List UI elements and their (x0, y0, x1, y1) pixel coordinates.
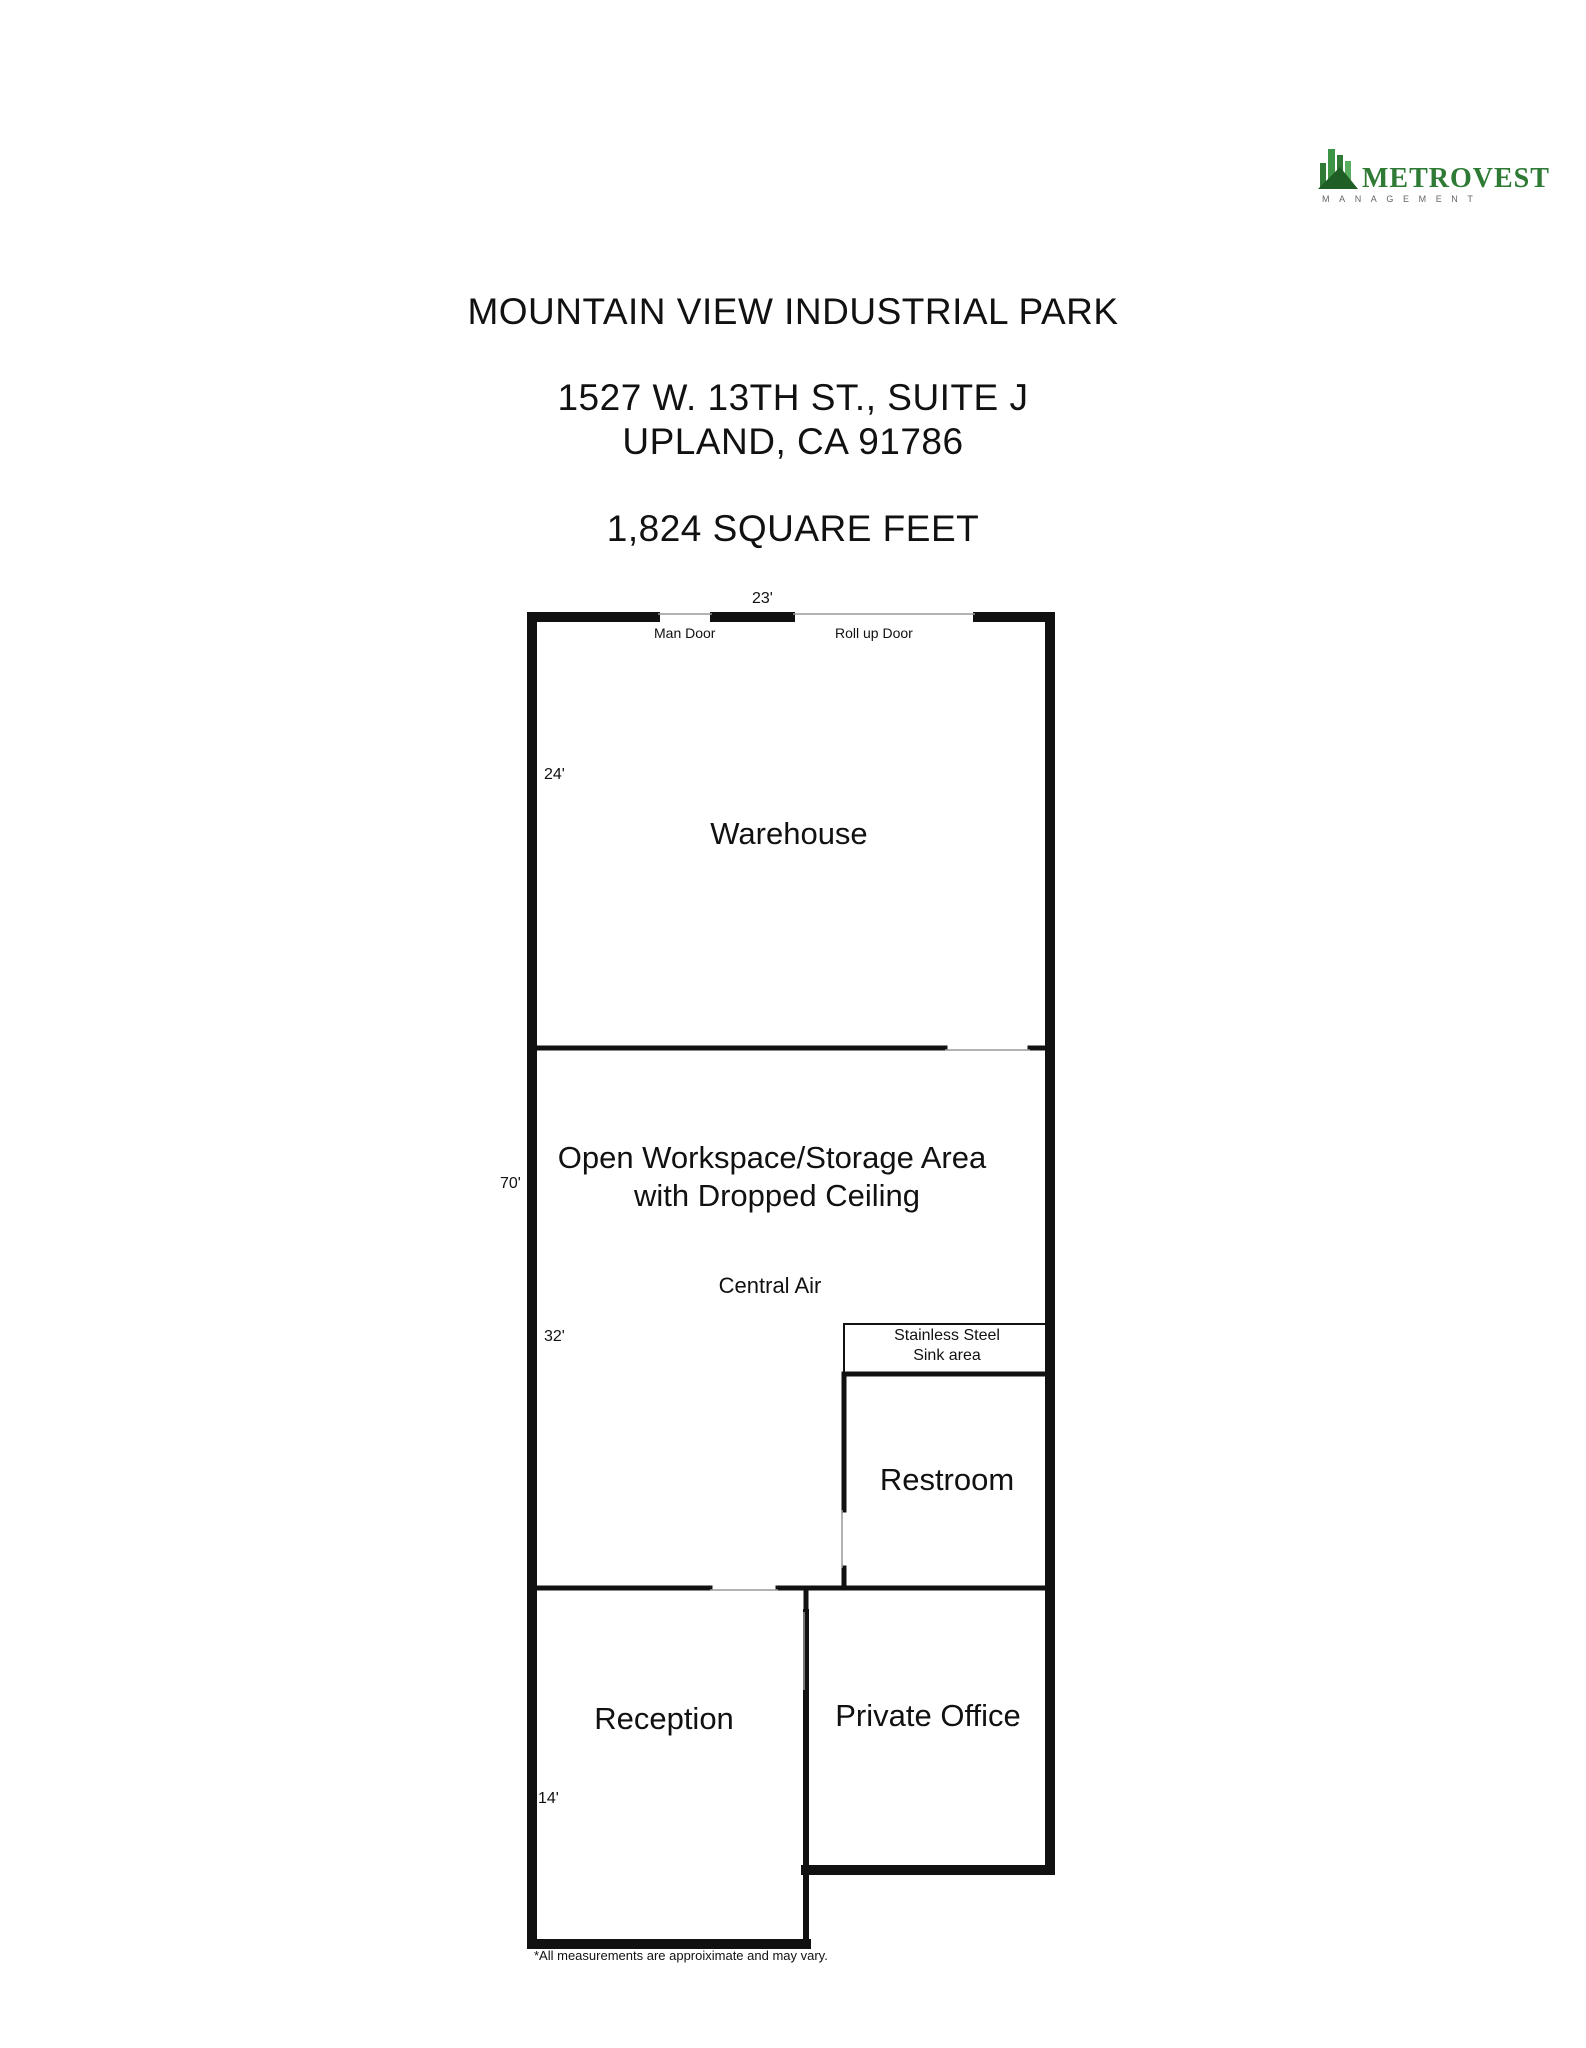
room-private-office: Private Office (835, 1698, 1021, 1733)
square-footage: 1,824 SQUARE FEET (606, 508, 980, 549)
total-length-dimension: 70' (500, 1175, 521, 1192)
sink-area-line1: Stainless Steel (894, 1327, 1000, 1344)
room-warehouse: Warehouse (710, 816, 868, 851)
address-line-2: UPLAND, CA 91786 (622, 421, 964, 462)
park-name: MOUNTAIN VIEW INDUSTRIAL PARK (467, 291, 1119, 332)
reception-dimension: 14' (538, 1790, 559, 1807)
workspace-dimension: 32' (544, 1328, 565, 1345)
rollup-door-label: Roll up Door (835, 625, 913, 641)
man-door-label: Man Door (654, 625, 716, 641)
room-reception: Reception (594, 1701, 734, 1736)
address-line-1: 1527 W. 13TH ST., SUITE J (557, 377, 1029, 418)
warehouse-dimension: 24' (544, 766, 565, 783)
measurement-footnote: *All measurements are approiximate and may vary. (534, 1948, 828, 1963)
sink-area-line2: Sink area (913, 1347, 981, 1364)
central-air-label: Central Air (718, 1273, 822, 1298)
width-dimension: 23' (752, 590, 773, 607)
room-workspace-line1: Open Workspace/Storage Area (557, 1140, 987, 1175)
logo-subtitle: MANAGEMENT (1322, 194, 1483, 204)
room-workspace-line2: with Dropped Ceiling (633, 1178, 921, 1213)
room-restroom: Restroom (879, 1462, 1015, 1497)
logo-wordmark: METROVEST (1362, 163, 1550, 194)
